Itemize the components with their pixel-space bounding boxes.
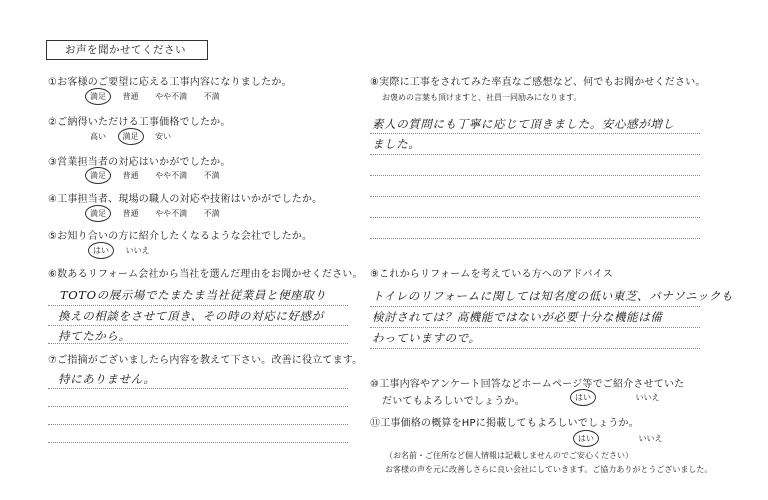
q8-answer-line-2: ました。: [372, 137, 421, 151]
q9-answer-line-3: わっていますので。: [372, 331, 481, 345]
q8-line-6: [370, 238, 700, 239]
q10-option-yes[interactable]: はい: [575, 393, 591, 402]
q3-option-dissatisfied[interactable]: 不満: [203, 171, 220, 180]
q8-question: ⑧実際に工事をされてみた率直なご感想など、何でもお聞かせください。: [370, 77, 706, 88]
q3-options: [90, 170, 234, 181]
q8-line-1: [370, 133, 700, 134]
q8-answer-line-1: 素人の質問にも丁寧に応じて頂きました。安心感が増し: [372, 117, 675, 131]
footer-thanks: お客様の声を元に改善しさらに良い会社にしていきます。ご協力ありがとうございました。: [385, 465, 713, 474]
q7-line-1: [48, 388, 348, 389]
q3-option-somewhat-dissatisfied[interactable]: やや不満: [155, 171, 188, 180]
q1-option-dissatisfied[interactable]: 不満: [203, 92, 220, 101]
q3-question: ③営業担当者の対応はいかがでしたか。: [48, 157, 231, 168]
q5-option-yes[interactable]: はい: [93, 246, 109, 255]
q5-question: ⑤お知り合いの方に紹介したくなるような会社でしたか。: [48, 231, 313, 242]
q5-options: [93, 245, 164, 256]
q4-option-dissatisfied[interactable]: 不満: [203, 209, 220, 218]
q1-question: ①お客様のご要望に応える工事内容になりましたか。: [48, 77, 292, 88]
q9-question: ⑨これからリフォームを考えている方へのアドバイス: [370, 269, 613, 280]
q11-question: ⑪工事価格の概算をHPに掲載してもよろしいでしょうか。: [370, 418, 639, 429]
q8-line-3: [370, 175, 700, 176]
q2-question: ②ご納得いただける工事価格でしたか。: [48, 117, 231, 128]
q6-answer-line-2: 換えの相談をさせて頂き、その時の対応に好感が: [58, 309, 324, 323]
q10-options: [575, 392, 674, 403]
q6-question: ⑥数あるリフォーム会社から当社を選んだ理由をお聞かせください。: [48, 269, 363, 280]
q8-line-2: [370, 154, 700, 155]
q9-answer-line-2: 検討されては？高機能ではないが必要十分な機能は備: [372, 310, 663, 324]
q1-option-normal[interactable]: 普通: [122, 92, 139, 101]
q6-answer-line-1: TOTOの展示場でたまたま当社従業員と便座取り: [60, 288, 327, 302]
q8-line-4: [370, 196, 700, 197]
q1-options: [90, 91, 234, 102]
q1-option-somewhat-dissatisfied[interactable]: やや不満: [155, 92, 188, 101]
q3-option-satisfied[interactable]: 満足: [90, 171, 106, 180]
q9-line-2: [370, 327, 700, 328]
q6-line-3: [48, 343, 348, 344]
q4-option-satisfied[interactable]: 満足: [90, 209, 106, 218]
q10-question: ⑩工事内容やアンケート回答などホームページ等でご紹介させていた: [370, 379, 685, 390]
q5-option-no[interactable]: いいえ: [125, 246, 150, 255]
q2-option-cheap[interactable]: 安い: [155, 132, 172, 141]
q6-answer-line-3: 持てたから。: [58, 329, 131, 343]
q2-option-expensive[interactable]: 高い: [90, 132, 106, 141]
q10-option-no[interactable]: いいえ: [635, 393, 660, 402]
q11-option-no[interactable]: いいえ: [638, 434, 663, 443]
q6-line-1: [48, 305, 348, 306]
q8-note: お褒めの言葉も頂けますと、社員一同励みになります。: [382, 93, 582, 102]
q6-line-2: [48, 325, 348, 326]
q4-options: [90, 208, 234, 219]
q4-question: ④工事担当者、現場の職人の対応や技術はいかがでしたか。: [48, 194, 323, 205]
footer-privacy-note: （お名前・ご住所など個人情報は記載しませんのでご安心ください）: [385, 451, 633, 460]
q7-answer: 特にありません。: [58, 372, 156, 386]
q9-line-3: [370, 348, 700, 349]
q11-options: [578, 433, 677, 444]
q7-line-3: [48, 424, 348, 425]
q10-question-cont: だいてもよろしいでしょうか。: [382, 396, 525, 407]
q3-option-normal[interactable]: 普通: [122, 171, 139, 180]
q9-answer-line-1: トイレのリフォームに関しては知名度の低い東芝、パナソニックも: [372, 289, 734, 303]
q8-line-5: [370, 217, 700, 218]
q4-option-normal[interactable]: 普通: [122, 209, 139, 218]
q7-line-4: [48, 442, 348, 443]
q4-option-somewhat-dissatisfied[interactable]: やや不満: [155, 209, 188, 218]
q11-option-yes[interactable]: はい: [578, 434, 594, 443]
q1-option-satisfied[interactable]: 満足: [90, 92, 106, 101]
q9-line-1: [370, 306, 700, 307]
q7-line-2: [48, 406, 348, 407]
form-header: お声を聞かせてください: [46, 40, 208, 60]
q2-option-satisfied[interactable]: 満足: [122, 132, 139, 141]
q7-question: ⑦ご指摘がございましたら内容を教えて下さい。改善に役立てます。: [48, 355, 363, 366]
q2-options: [90, 131, 185, 142]
